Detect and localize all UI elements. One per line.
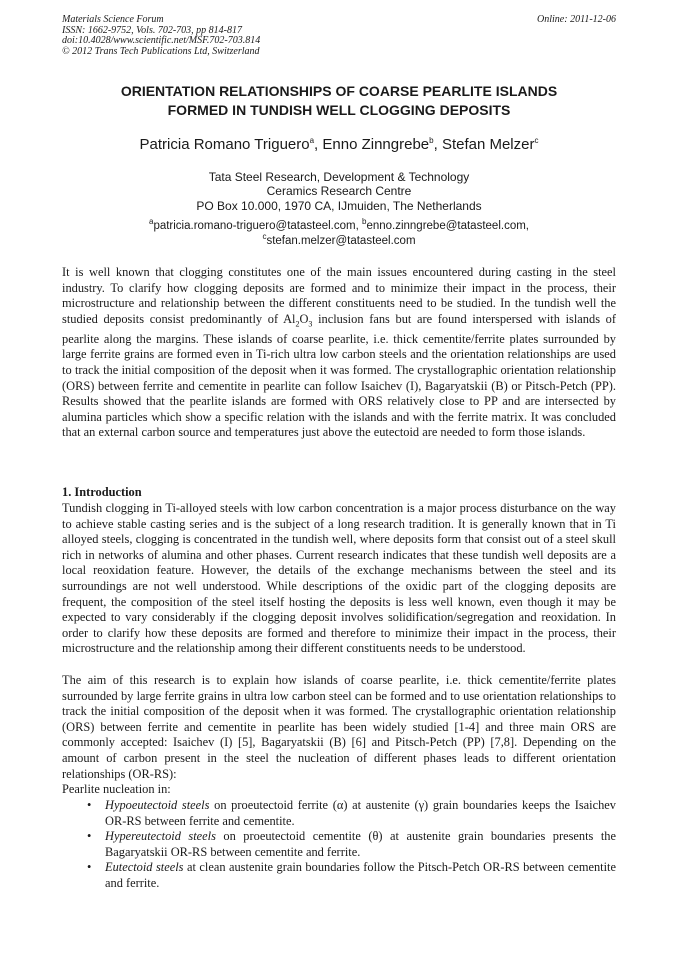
bullet-icon: •	[87, 798, 92, 812]
affiliation	[62, 170, 616, 213]
citation-block	[62, 15, 616, 57]
subscript: 2	[295, 319, 300, 329]
bullet-icon: •	[87, 829, 92, 844]
author-name: Stefan Melzer	[441, 136, 535, 153]
abstract-text: inclusion fans but are found interspersed with islands of pearlite along the margins. These islands of coarse pearlite, i.e. thick cementite/ferrite plates surrounded by large ferrite grains are formed even in Ti-rich ultra low carbon steels and the orientation relationships are used to track the initial composition of the deposit when it was formed. The crystallographic orientation relationship (ORS) between ferrite and cementite in pearlite can follow Isaichev (I), Bagaryatskii (B) or Pitsch-Petch (PP). Results showed that the pearlite islands are formed with ORS relatively close to PP and are intersected by alumina particles which show a specific relation with the islands and with the ferrite matrix. It was concluded that an external carbon source and temperatures just above the eutectoid are needed to form those islands.	[62, 311, 617, 440]
page-header	[62, 15, 616, 57]
list-item	[62, 829, 616, 860]
author-mark: a	[309, 136, 315, 145]
paper-title	[62, 82, 616, 119]
list-text: on proeutectoid cementite (θ) at austenite grain boundaries presents the Bagaryatskii OR-RS between cementite and ferrite.	[105, 829, 616, 859]
copyright-line: © 2012 Trans Tech Publications Ltd, Switzerland	[62, 45, 260, 57]
author-separator: ,	[433, 136, 442, 153]
online-date: Online: 2011-12-06	[537, 14, 616, 25]
author-mark: b	[429, 136, 434, 145]
bullet-icon: •	[87, 860, 92, 875]
author-name: Enno Zinngrebe	[322, 136, 430, 153]
abstract	[62, 265, 616, 441]
author-name: Patricia Romano Triguero	[139, 136, 310, 153]
email-mark: a	[148, 217, 154, 227]
email-mark: b	[361, 217, 367, 227]
title-line-2: FORMED IN TUNDISH WELL CLOGGING DEPOSITS	[167, 101, 511, 118]
author-mark: c	[534, 136, 539, 145]
intro-paragraph-1: Tundish clogging in Ti-alloyed steels with low carbon concentration is a major process disturbance on the way to achieve stable casting series and is the subject of a long research tradition. It is generally known that in Ti alloyed steels, clogging is concentrated in the tundish well, where deposits form that consist out of a steel skull rich in networks of alumina and other phases. Current research indicates that these tundish well deposits are a local reoxidation feature. However, the details of the exchange mechanisms between the steel and its surroundings are not well understood. While descriptions of the oxidic part of the clogging deposits are frequent, the composition of the steel itself hosting the deposits is less well known, even though it may be expected to vary considerably if the clogging deposit involves solidification/segregation and reoxidation. In order to clarify how these deposits are formed and therefore to minimize their impact in the process, their microstructure and the relationship among their different constituents needs to be understood.	[62, 501, 616, 656]
intro-paragraph-2: The aim of this research is to explain how islands of coarse pearlite, i.e. thick cementite/ferrite plates surrounded by large ferrite grains in ultra low carbon steel can be formed and to use orientation relationships to track the initial composition of the deposit when it was formed. The crystallographic orientation relationship (ORS) between ferrite and cementite in pearlite has been widely studied [1-4] and three main ORS are commonly accepted: Isaichev (I) [5], Bagaryatskii (B) [6] and Pitsch-Petch (PP) [7,8]. Depending on the amount of carbon present in the steel the nucleation of different phases leads to different orientation relationships (OR-RS):	[62, 673, 616, 781]
affiliation-line: PO Box 10.000, 1970 CA, IJmuiden, The Netherlands	[196, 198, 482, 213]
issn-line: ISSN: 1662-9752, Vols. 702-703, pp 814-817	[62, 24, 242, 36]
email-mark: c	[262, 232, 267, 242]
list-item	[62, 798, 616, 829]
author-separator: ,	[314, 136, 323, 153]
affiliation-line: Ceramics Research Centre	[266, 184, 412, 199]
title-line-1: ORIENTATION RELATIONSHIPS OF COARSE PEARLITE ISLANDS	[120, 83, 558, 99]
abstract-text: O	[299, 311, 309, 326]
list-term: Hypoeutectoid steels	[105, 798, 210, 812]
author-emails	[62, 219, 616, 249]
email-link-a[interactable]: patricia.romano-triguero@tatasteel.com,	[153, 220, 362, 232]
email-line-1	[62, 219, 616, 234]
doi-line[interactable]: doi:10.4028/www.scientific.net/MSF.702-703.814	[62, 35, 261, 46]
author-list	[62, 135, 616, 154]
affiliation-line: Tata Steel Research, Development & Technology	[208, 170, 470, 184]
list-item	[62, 860, 616, 891]
abstract-text: It is well known that clogging constitutes one of the main issues encountered during casting in the steel industry. To clarify how clogging deposits are formed and to minimize their impact in the process, their microstructure and relationship between the different constituents need to be studied. In the tundish well the studied deposits consist predominantly of Al	[62, 265, 616, 326]
journal-name: Materials Science Forum	[62, 14, 164, 25]
list-text: at clean austenite grain boundaries follow the Pitsch-Petch OR-RS between cementite and ferrite.	[105, 860, 616, 890]
list-term: Hypereutectoid steels	[105, 829, 216, 844]
list-term: Eutectoid steels	[105, 860, 184, 875]
nucleation-list	[62, 798, 616, 892]
section-heading-introduction: 1. Introduction	[62, 485, 142, 499]
email-link-c[interactable]: stefan.melzer@tatasteel.com	[266, 235, 416, 247]
subscript: 3	[308, 319, 313, 329]
pearlite-nucleation-label: Pearlite nucleation in:	[62, 782, 171, 796]
email-line-2	[62, 234, 616, 249]
email-link-b[interactable]: enno.zinngrebe@tatasteel.com,	[366, 220, 529, 232]
list-text: on proeutectoid ferrite (α) at austenite (γ) grain boundaries keeps the Isaichev OR-RS between ferrite and cementite.	[105, 798, 616, 828]
